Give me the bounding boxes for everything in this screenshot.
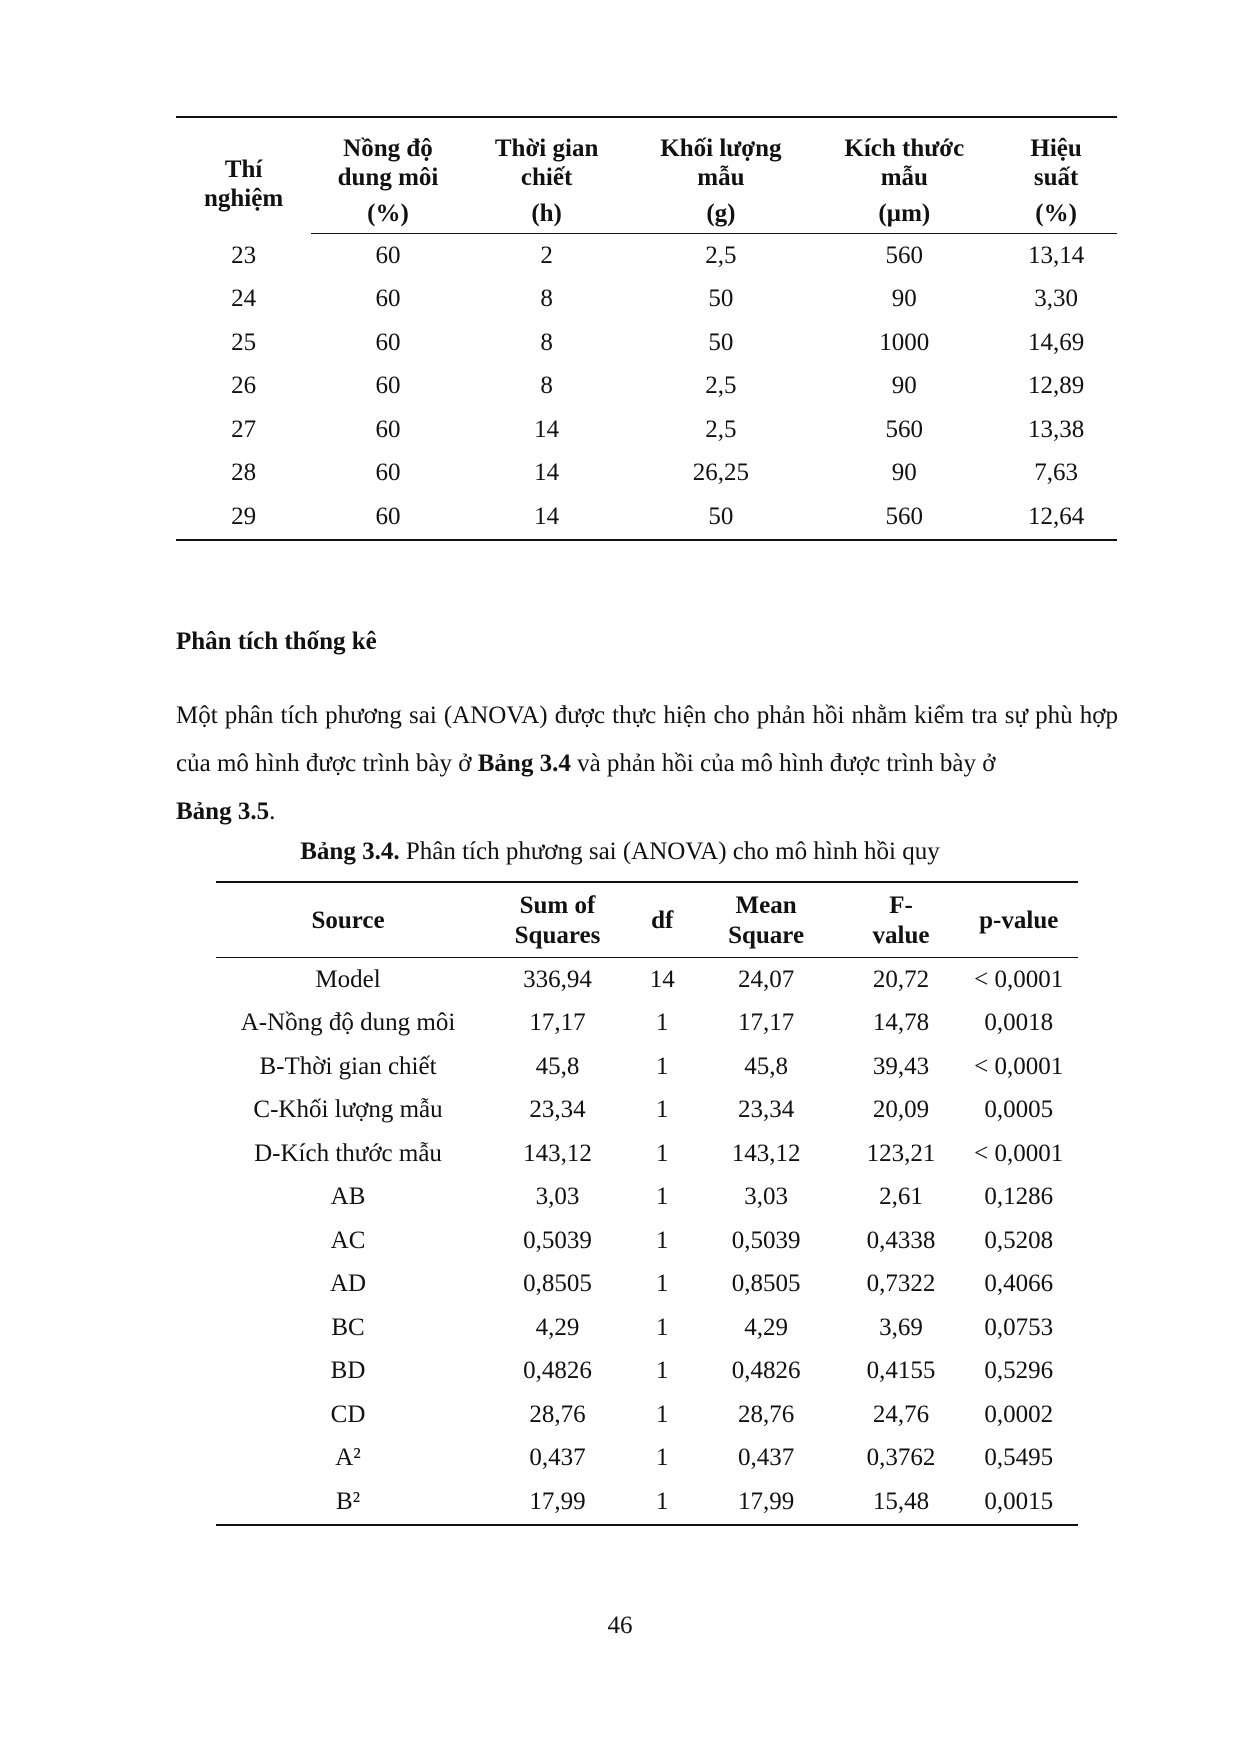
table-row (216, 1002, 1078, 1046)
unit-cell: (%) (311, 192, 465, 234)
table-reference: Bảng 3.4 (477, 750, 571, 777)
table-row (216, 1350, 1078, 1394)
table-cell: 0,5296 (984, 1357, 1054, 1385)
table-cell: 45,8 (744, 1052, 788, 1080)
anova-table (216, 881, 1078, 1526)
table-cell: 123,21 (866, 1139, 936, 1167)
table-cell: 45,8 (535, 1052, 580, 1080)
table-cell: 1 (656, 1183, 669, 1211)
header-cell: Kích thước mẫu (844, 135, 965, 191)
table-cell: 60 (375, 502, 401, 530)
table-cell: 560 (885, 502, 924, 530)
table-cell: 143,12 (731, 1139, 801, 1167)
table-cell: 14,69 (1027, 328, 1085, 356)
header-cell: Thời gian chiết (494, 135, 599, 191)
table-cell: 14 (534, 502, 560, 530)
table-cell: 20,09 (872, 1096, 930, 1124)
table-cell: 24 (231, 285, 257, 313)
table-cell: 0,0018 (984, 1009, 1054, 1037)
table-cell: 28 (231, 459, 257, 487)
table-cell: B² (335, 1487, 361, 1515)
header-cell: Nồng độ dung môi (337, 135, 439, 191)
table-cell: 0,437 (737, 1444, 795, 1472)
table-cell: 2,5 (705, 415, 737, 443)
header-cell: Source (216, 882, 480, 958)
table-row (216, 1480, 1078, 1525)
table-cell: 0,8505 (523, 1270, 592, 1298)
table-header-row (176, 117, 1117, 192)
table-cell: 13,14 (1027, 241, 1085, 269)
table-reference: Bảng 3.5 (176, 798, 270, 825)
table-header-row (216, 882, 1078, 958)
table-row (176, 495, 1117, 540)
table-cell: 39,43 (872, 1052, 930, 1080)
table-cell: 90 (891, 372, 917, 400)
paragraph-text: và phản hồi của mô hình được trình bày ở (570, 750, 996, 777)
table-cell: 2 (540, 241, 553, 269)
caption-text: Phân tích phương sai (ANOVA) cho mô hình hồi quy (399, 838, 940, 865)
table-cell: 560 (885, 241, 924, 269)
table-cell: 28,76 (737, 1400, 795, 1428)
table-row (176, 408, 1117, 452)
table-cell: 0,0005 (984, 1096, 1054, 1124)
table-cell: 0,3762 (866, 1444, 936, 1472)
table-cell: 23 (231, 241, 257, 269)
table-cell: 90 (891, 459, 917, 487)
table-row (176, 321, 1117, 365)
table-cell: 3,03 (744, 1183, 788, 1211)
table-cell: 1 (656, 1270, 669, 1298)
table-cell: 28,76 (529, 1400, 586, 1428)
header-cell: F-value (843, 882, 960, 958)
table-cell: 1 (656, 1009, 669, 1037)
table-cell: 0,7322 (866, 1270, 936, 1298)
table-cell: AB (330, 1183, 366, 1211)
table-cell: 25 (231, 328, 257, 356)
table-cell: 0,4826 (523, 1357, 592, 1385)
header-cell: p-value (959, 882, 1078, 958)
table-cell: 17,17 (737, 1009, 795, 1037)
table-cell: 23,34 (529, 1096, 586, 1124)
table-cell: 1 (656, 1487, 669, 1515)
body-paragraph (176, 692, 1118, 836)
table-cell: 27 (231, 415, 257, 443)
unit-cell: (%) (995, 192, 1117, 234)
table-row (216, 1089, 1078, 1133)
table-cell: 3,69 (879, 1313, 923, 1341)
table-cell: 2,61 (879, 1183, 923, 1211)
table-cell: 14,78 (872, 1009, 930, 1037)
header-cell: Khối lượng mẫu (660, 135, 782, 191)
table-cell: 14 (534, 459, 560, 487)
table-cell: 60 (375, 459, 401, 487)
table-cell: < 0,0001 (974, 1052, 1064, 1080)
table-row (216, 958, 1078, 1002)
table-cell: 0,1286 (984, 1183, 1054, 1211)
table-cell: 17,17 (529, 1009, 586, 1037)
table-cell: 12,64 (1027, 502, 1085, 530)
table-cell: 8 (540, 328, 553, 356)
table-row (216, 1176, 1078, 1220)
table-row (176, 234, 1117, 278)
table-cell: A-Nồng độ dung môi (240, 1009, 456, 1037)
table-cell: 0,0753 (984, 1313, 1054, 1341)
table-cell: 0,5039 (731, 1226, 801, 1254)
unit-cell: (µm) (813, 192, 995, 234)
table-unit-row (176, 192, 1117, 234)
table-cell: 1 (656, 1139, 669, 1167)
paragraph-text: Một phân tích phương sai (ANOVA) được thực hiện cho phản hồi nhằm kiểm tra sự phù hợp của mô hình được trình bày ở (176, 702, 1118, 777)
table-cell: 1000 (879, 328, 930, 356)
table-cell: 0,5495 (984, 1444, 1054, 1472)
table-cell: 0,5208 (984, 1226, 1054, 1254)
table-cell: 23,34 (737, 1096, 795, 1124)
table-cell: 60 (375, 415, 401, 443)
table-cell: 0,4826 (731, 1357, 801, 1385)
header-cell: df (635, 882, 690, 958)
table-cell: 17,99 (529, 1487, 586, 1515)
table-cell: 4,29 (744, 1313, 788, 1341)
table-row (216, 1437, 1078, 1481)
table-cell: C-Khối lượng mẫu (253, 1096, 443, 1124)
header-cell: Mean Square (690, 882, 843, 958)
table-cell: Model (315, 965, 381, 993)
table-cell: 0,5039 (523, 1226, 592, 1254)
table-cell: 50 (708, 328, 734, 356)
table-cell: 60 (375, 372, 401, 400)
table-cell: 336,94 (523, 965, 592, 993)
table-cell: 0,4155 (866, 1357, 936, 1385)
table-row (216, 1306, 1078, 1350)
table-cell: 8 (540, 372, 553, 400)
page-number: 46 (607, 1612, 633, 1639)
table-row (176, 365, 1117, 409)
table-cell: 90 (891, 285, 917, 313)
paragraph-text: . (269, 798, 276, 825)
table-cell: 13,38 (1027, 415, 1085, 443)
table-row (216, 1045, 1078, 1089)
table-row (216, 1219, 1078, 1263)
table-cell: 12,89 (1027, 372, 1085, 400)
table-cell: BD (330, 1357, 366, 1385)
table-cell: 29 (231, 502, 257, 530)
table-cell: 0,4066 (984, 1270, 1054, 1298)
table-cell: 1 (656, 1400, 669, 1428)
table-cell: D-Kích thước mẫu (254, 1139, 442, 1167)
section-heading: Phân tích thống kê (176, 628, 377, 655)
table-cell: 0,0002 (984, 1400, 1054, 1428)
table-cell: 1 (656, 1313, 669, 1341)
table-cell: 2,5 (705, 372, 737, 400)
table-cell: 60 (375, 285, 401, 313)
table-cell: B-Thời gian chiết (259, 1052, 437, 1080)
table-cell: 1 (656, 1226, 669, 1254)
table-cell: 24,76 (872, 1400, 930, 1428)
table-cell: 24,07 (737, 965, 795, 993)
header-cell: Hiệu suất (1030, 135, 1082, 191)
unit-cell: (h) (465, 192, 629, 234)
table-cell: 3,30 (1034, 285, 1078, 313)
table-cell: 14 (649, 965, 675, 993)
table-cell: A² (335, 1444, 361, 1472)
table-cell: 60 (375, 328, 401, 356)
table-cell: 0,437 (529, 1444, 586, 1472)
table-cell: 143,12 (523, 1139, 592, 1167)
table-cell: 15,48 (872, 1487, 930, 1515)
table-row (176, 452, 1117, 496)
table-cell: 0,4338 (866, 1226, 936, 1254)
header-cell: Sum of Squares (480, 882, 635, 958)
table-cell: 20,72 (872, 965, 930, 993)
table-cell: AD (329, 1270, 367, 1298)
table-cell: 1 (656, 1096, 669, 1124)
caption-label: Bảng 3.4. (300, 838, 400, 865)
table-cell: 60 (375, 241, 401, 269)
table-row (216, 1132, 1078, 1176)
table-cell: 1 (656, 1357, 669, 1385)
unit-cell: (g) (628, 192, 813, 234)
table-cell: 4,29 (535, 1313, 580, 1341)
experiment-table (176, 116, 1117, 541)
table-cell: 1 (656, 1052, 669, 1080)
table-cell: 17,99 (737, 1487, 795, 1515)
table-cell: 8 (540, 285, 553, 313)
table-row (216, 1393, 1078, 1437)
table-cell: 50 (708, 285, 734, 313)
table-cell: 14 (534, 415, 560, 443)
table-cell: CD (330, 1400, 366, 1428)
table-cell: 2,5 (705, 241, 737, 269)
table-row (216, 1263, 1078, 1307)
table-row (176, 278, 1117, 322)
table-cell: 560 (885, 415, 924, 443)
table-cell: 26,25 (692, 459, 750, 487)
table-cell: 3,03 (535, 1183, 580, 1211)
table-caption (0, 838, 1240, 866)
table-cell: < 0,0001 (974, 965, 1064, 993)
table-cell: 26 (231, 372, 257, 400)
table-cell: 1 (656, 1444, 669, 1472)
table-cell: 7,63 (1034, 459, 1078, 487)
table-cell: < 0,0001 (974, 1139, 1064, 1167)
table-cell: 0,0015 (984, 1487, 1054, 1515)
table-cell: 0,8505 (731, 1270, 801, 1298)
table-cell: BC (331, 1313, 365, 1341)
header-cell: Thí nghiệm (204, 155, 284, 212)
table-cell: AC (330, 1226, 366, 1254)
table-cell: 50 (708, 502, 734, 530)
